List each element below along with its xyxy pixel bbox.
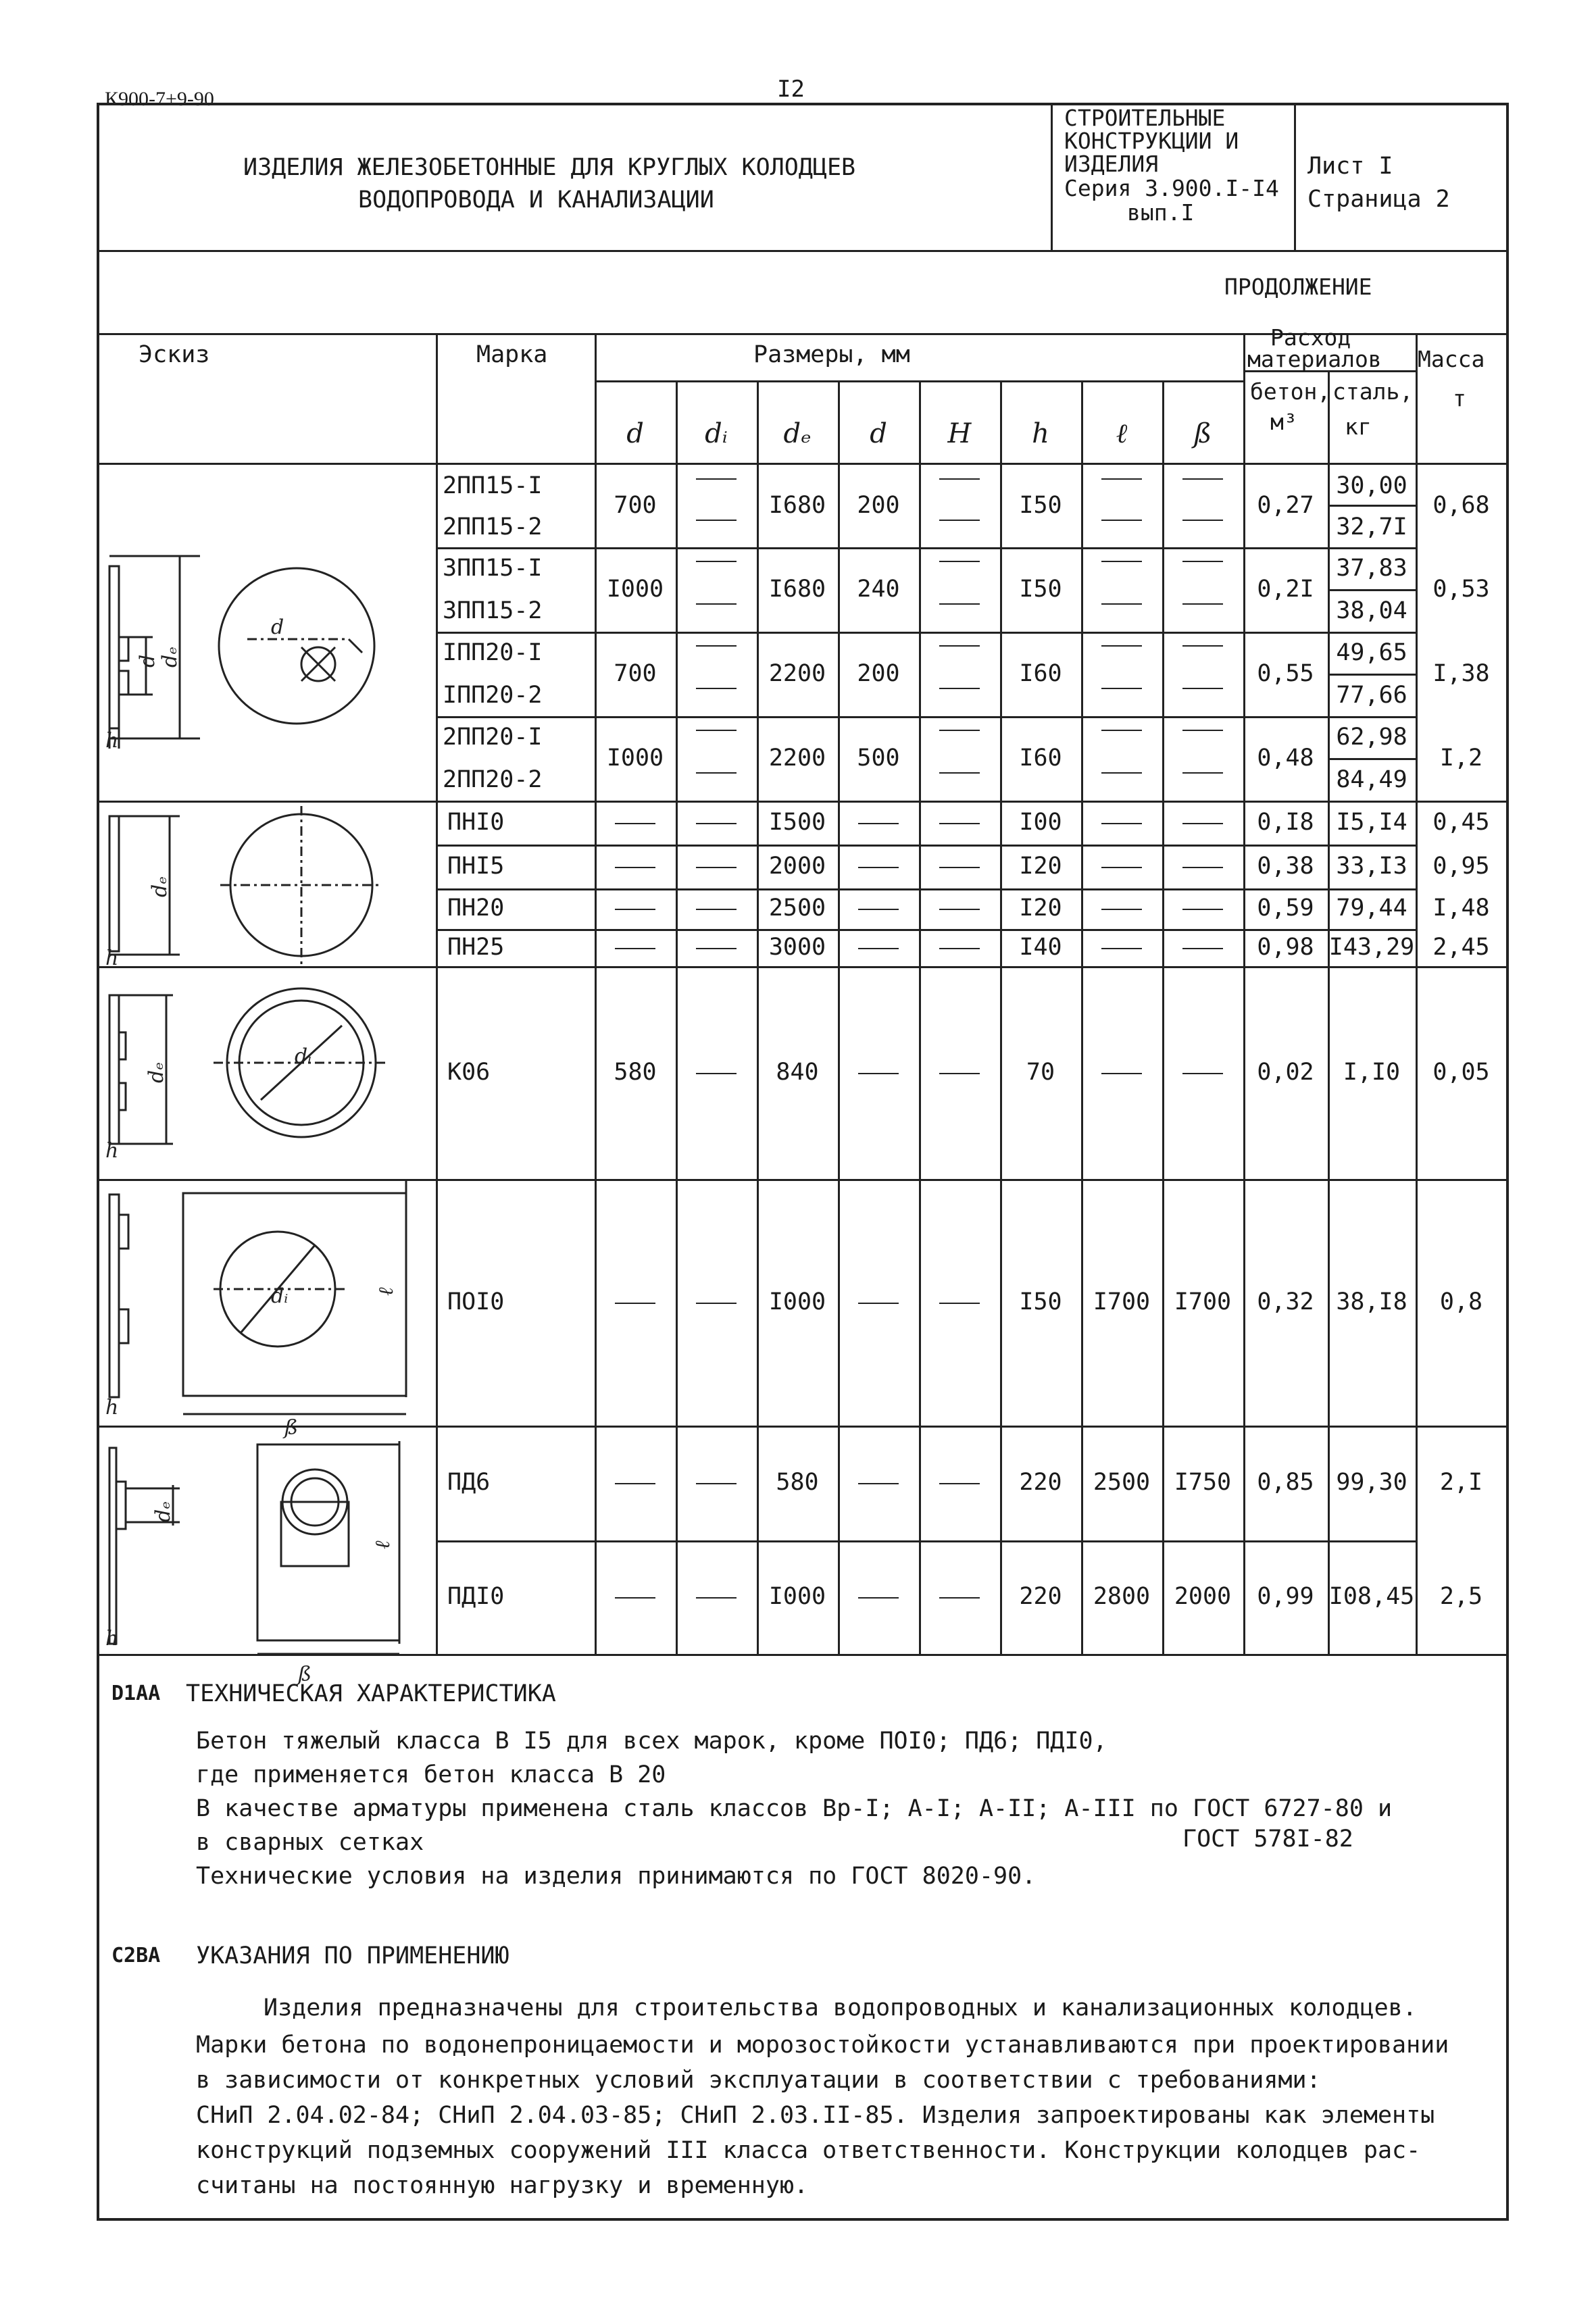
dim-value: 580 <box>776 1469 819 1496</box>
concrete-value: 0,2I <box>1257 575 1314 603</box>
empty-dash <box>939 520 980 521</box>
header-concrete: бетон, <box>1250 378 1331 405</box>
steel-subline <box>1328 674 1416 676</box>
svg-text:ℓ: ℓ <box>374 1287 398 1296</box>
dim-value: I50 <box>1019 1288 1062 1315</box>
col-line <box>1081 382 1083 1654</box>
steel-subline <box>1328 505 1416 507</box>
series-number: Серия 3.900.I-I4 <box>1064 175 1279 201</box>
dim-value: I60 <box>1019 659 1062 687</box>
dim-value <box>595 1585 676 1609</box>
mark-value: 2ПП20-I <box>443 724 543 751</box>
concrete-value: 0,98 <box>1257 933 1314 961</box>
dim-value: I500 <box>768 808 826 836</box>
concrete-value: 0,32 <box>1257 1288 1314 1315</box>
dim-value <box>595 936 676 959</box>
dim-value <box>676 855 757 878</box>
dim-value: 2200 <box>768 659 826 687</box>
dim-value <box>838 811 919 834</box>
dim-value <box>919 936 1000 959</box>
dim-value <box>919 1471 1000 1494</box>
dim-value: I000 <box>768 1583 826 1610</box>
sheet-label: Лист I <box>1307 153 1393 180</box>
dim-value <box>1162 1061 1243 1084</box>
empty-dash <box>939 478 980 480</box>
steel-value: I08,45 <box>1328 1583 1415 1610</box>
mass-value: 0,05 <box>1432 1058 1490 1086</box>
dim-value <box>1162 936 1243 959</box>
mark-value: 2ПП15-2 <box>443 513 543 540</box>
dim-value <box>1162 578 1243 601</box>
tech-line4b: ГОСТ 578I-82 <box>1182 1826 1353 1853</box>
mark-value: ПДI0 <box>447 1583 505 1610</box>
col-line <box>1000 382 1002 1654</box>
mark-value: К06 <box>447 1058 491 1086</box>
header-mass: Масса <box>1418 346 1485 372</box>
dim-value: I00 <box>1019 808 1062 836</box>
steel-value: 37,83 <box>1336 555 1407 582</box>
dim-value: 200 <box>857 492 900 519</box>
mass-value: 2,5 <box>1439 1583 1483 1610</box>
concrete-value: 0,59 <box>1257 895 1314 922</box>
dim-value: 220 <box>1019 1469 1062 1496</box>
usage-line4: СНиП 2.04.02-84; СНиП 2.04.03-85; СНиП 2.03.II-85. Изделия запроектированы как элементы <box>196 2102 1435 2129</box>
empty-dash <box>1182 688 1223 689</box>
col-line <box>595 333 597 1654</box>
tech-line5: Технические условия на изделия принимаются по ГОСТ 8020-90. <box>196 1863 1037 1890</box>
row-line <box>436 547 1416 549</box>
steel-value: I,I0 <box>1343 1058 1401 1086</box>
empty-dash <box>1182 478 1223 480</box>
dim-value <box>676 1061 757 1084</box>
dim-value <box>1162 855 1243 878</box>
dim-value <box>919 578 1000 601</box>
dim-value <box>838 1290 919 1314</box>
empty-dash <box>939 688 980 689</box>
row-line <box>436 716 1416 718</box>
dim-value: I680 <box>768 492 826 519</box>
steel-value: 33,I3 <box>1336 852 1407 880</box>
svg-text:d: d <box>136 654 159 668</box>
dim-value: I000 <box>768 1288 826 1315</box>
dim-value <box>595 1471 676 1494</box>
empty-dash <box>1101 688 1142 689</box>
empty-dash <box>1182 520 1223 521</box>
empty-dash <box>1101 772 1142 774</box>
dim-value: 840 <box>776 1058 819 1086</box>
row-line <box>436 845 1416 847</box>
mass-value: 0,53 <box>1432 575 1490 603</box>
concrete-value: 0,I8 <box>1257 808 1314 836</box>
header-dim: dₑ <box>783 418 812 449</box>
mark-value: 2ПП15-I <box>443 472 543 499</box>
svg-text:dₑ: dₑ <box>145 1062 168 1083</box>
empty-dash <box>1182 772 1223 774</box>
dim-value <box>595 1290 676 1314</box>
dim-value: 2500 <box>768 895 826 922</box>
dim-value <box>838 897 919 920</box>
mark-value: ПНI0 <box>447 808 505 836</box>
tech-prefix: D1AA <box>111 1682 161 1705</box>
dim-value: 2000 <box>1174 1583 1232 1610</box>
tech-line4a: в сварных сетках <box>196 1829 424 1856</box>
concrete-value: 0,02 <box>1257 1058 1314 1086</box>
dim-value: 700 <box>614 492 657 519</box>
dim-value <box>595 855 676 878</box>
svg-text:h: h <box>105 729 119 753</box>
header-steel: сталь, <box>1332 378 1414 405</box>
mass-value: I,2 <box>1439 744 1483 772</box>
dim-value <box>919 1585 1000 1609</box>
dim-value: 700 <box>614 659 657 687</box>
dim-value: 580 <box>614 1058 657 1086</box>
dim-value <box>838 855 919 878</box>
svg-text:h: h <box>105 947 119 970</box>
concrete-value: 0,55 <box>1257 659 1314 687</box>
dim-value <box>838 1585 919 1609</box>
dim-value <box>1162 662 1243 686</box>
dim-value: 200 <box>857 659 900 687</box>
page-label: Страница 2 <box>1307 186 1450 213</box>
doc-title-line1: ИЗДЕЛИЯ ЖЕЛЕЗОБЕТОННЫЕ ДЛЯ КРУГЛЫХ КОЛОДЦЕВ <box>243 154 856 181</box>
row-line <box>436 632 1416 634</box>
steel-value: 79,44 <box>1336 895 1407 922</box>
usage-heading: УКАЗАНИЯ ПО ПРИМЕНЕНИЮ <box>196 1942 509 1969</box>
dim-value <box>1081 494 1162 518</box>
header-dim: dᵢ <box>705 418 728 449</box>
sketch-ring <box>105 988 389 1163</box>
mark-value: ПНI5 <box>447 852 505 880</box>
mark-value: ПН20 <box>447 895 505 922</box>
steel-value: I5,I4 <box>1336 808 1407 836</box>
dim-value <box>1162 897 1243 920</box>
empty-dash <box>1101 478 1142 480</box>
doc-title-line2: ВОДОПРОВОДА И КАНАЛИЗАЦИИ <box>358 186 714 213</box>
sketches-svg <box>99 465 434 1686</box>
dim-value: I700 <box>1093 1288 1151 1315</box>
svg-text:ß: ß <box>284 1416 299 1440</box>
series-line3: ИЗДЕЛИЯ <box>1064 151 1159 177</box>
empty-dash <box>1182 730 1223 731</box>
col-line <box>436 333 438 1654</box>
steel-value: 62,98 <box>1336 724 1407 751</box>
dim-value: 2000 <box>768 852 826 880</box>
mark-value: 3ПП15-I <box>443 555 543 582</box>
dim-value <box>676 1290 757 1314</box>
empty-dash <box>1101 603 1142 605</box>
usage-line3: в зависимости от конкретных условий эксплуатации в соответствии с требованиями: <box>196 2067 1321 2094</box>
page-number: I2 <box>777 76 805 103</box>
empty-dash <box>939 772 980 774</box>
header-steel-unit: кг <box>1345 413 1372 440</box>
svg-text:dᵢ: dᵢ <box>295 1045 312 1068</box>
dim-value <box>1081 897 1162 920</box>
empty-dash <box>1182 645 1223 647</box>
dim-value <box>1162 811 1243 834</box>
header-dim: d <box>870 418 887 449</box>
empty-dash <box>696 688 737 689</box>
continuation-label: ПРОДОЛЖЕНИЕ <box>1224 274 1372 300</box>
col-line <box>1162 382 1164 1654</box>
dim-value: I700 <box>1174 1288 1232 1315</box>
usage-prefix: C2BA <box>111 1944 161 1967</box>
concrete-value: 0,99 <box>1257 1583 1314 1610</box>
mark-value: ПД6 <box>447 1469 491 1496</box>
empty-dash <box>939 561 980 562</box>
dim-value <box>838 936 919 959</box>
series-line2: КОНСТРУКЦИИ И <box>1064 128 1239 154</box>
header-concrete-unit: м³ <box>1270 409 1297 435</box>
header-mark: Марка <box>476 341 548 368</box>
dim-value: 2800 <box>1093 1583 1151 1610</box>
empty-dash <box>696 603 737 605</box>
svg-text:d: d <box>271 615 284 639</box>
tech-heading: ТЕХНИЧЕСКАЯ ХАРАКТЕРИСТИКА <box>186 1680 556 1707</box>
dim-value: I60 <box>1019 744 1062 772</box>
svg-text:h: h <box>105 1139 119 1163</box>
empty-dash <box>696 730 737 731</box>
dim-value <box>838 1471 919 1494</box>
dim-value <box>1081 1061 1162 1084</box>
empty-dash <box>1182 561 1223 562</box>
empty-dash <box>939 603 980 605</box>
empty-dash <box>696 645 737 647</box>
steel-value: I43,29 <box>1328 933 1415 961</box>
dim-value: 2500 <box>1093 1469 1151 1496</box>
series-line1: СТРОИТЕЛЬНЫЕ <box>1064 105 1226 131</box>
sketch-plate-offset-hole <box>105 556 374 753</box>
dim-value <box>676 1585 757 1609</box>
usage-line5: конструкций подземных сооружений III класса ответственности. Конструкции колодцев рас- <box>196 2137 1421 2164</box>
concrete-value: 0,48 <box>1257 744 1314 772</box>
row-line <box>436 888 1416 890</box>
dim-value <box>1162 747 1243 770</box>
dim-value: I750 <box>1174 1469 1232 1496</box>
svg-text:dᵢ: dᵢ <box>271 1284 289 1308</box>
empty-dash <box>696 478 737 480</box>
header-dim: d <box>626 418 644 449</box>
concrete-value: 0,85 <box>1257 1469 1314 1496</box>
dim-value: 240 <box>857 575 900 603</box>
svg-text:dₑ: dₑ <box>158 647 182 668</box>
header-materials: материалов <box>1247 346 1382 372</box>
col-line <box>676 382 678 1654</box>
steel-value: 38,04 <box>1336 597 1407 624</box>
title-divider-1 <box>1051 103 1053 251</box>
sketch-square-slab <box>105 1181 406 1440</box>
col-line <box>1243 333 1245 1654</box>
empty-dash <box>1101 520 1142 521</box>
empty-dash <box>939 645 980 647</box>
steel-value: 77,66 <box>1336 681 1407 709</box>
dim-value <box>1081 662 1162 686</box>
dim-value: I680 <box>768 575 826 603</box>
dim-value: I000 <box>606 744 664 772</box>
tech-line3: В качестве арматуры применена сталь классов Вр-I; А-I; А-II; А-III по ГОСТ 6727-80 и <box>196 1795 1393 1822</box>
dim-value <box>1081 936 1162 959</box>
mark-value: IПП20-I <box>443 639 543 666</box>
dim-value <box>595 897 676 920</box>
dim-value: I50 <box>1019 575 1062 603</box>
dim-value: I20 <box>1019 852 1062 880</box>
dim-value <box>676 662 757 686</box>
title-divider-2 <box>1294 103 1296 251</box>
dim-value <box>919 897 1000 920</box>
mass-value: I,48 <box>1432 895 1490 922</box>
svg-text:dₑ: dₑ <box>151 1501 175 1522</box>
empty-dash <box>1101 730 1142 731</box>
dim-value <box>919 1290 1000 1314</box>
empty-dash <box>696 520 737 521</box>
dim-value: 2200 <box>768 744 826 772</box>
mark-value: 2ПП20-2 <box>443 765 543 793</box>
usage-line2: Марки бетона по водонепроницаемости и морозостойкости устанавливаются при проектировании <box>196 2032 1449 2059</box>
empty-dash <box>696 772 737 774</box>
dim-value <box>676 494 757 518</box>
steel-value: 30,00 <box>1336 472 1407 499</box>
mass-value: 0,68 <box>1432 492 1490 519</box>
header-dim: ß <box>1193 418 1212 449</box>
steel-value: 49,65 <box>1336 639 1407 666</box>
dim-value <box>1162 494 1243 518</box>
row-line <box>436 929 1416 931</box>
series-issue: вып.I <box>1127 199 1195 226</box>
tech-line1: Бетон тяжелый класса В I5 для всех марок, кроме ПОI0; ПД6; ПДI0, <box>196 1728 1107 1755</box>
header-sketch: Эскиз <box>139 341 210 368</box>
title-bottom-line <box>97 250 1509 252</box>
dim-value <box>919 494 1000 518</box>
mark-value: ПОI0 <box>447 1288 505 1315</box>
header-consumption: Расход <box>1270 324 1351 351</box>
mark-value: ПН25 <box>447 933 505 961</box>
svg-text:dₑ: dₑ <box>148 876 172 897</box>
mass-value: 0,95 <box>1432 852 1490 880</box>
sketch-plain-plate <box>105 806 382 970</box>
dim-value <box>1081 855 1162 878</box>
header-dim: h <box>1032 418 1049 449</box>
dim-value <box>919 1061 1000 1084</box>
concrete-value: 0,27 <box>1257 492 1314 519</box>
dim-value <box>676 811 757 834</box>
dim-value <box>919 811 1000 834</box>
dim-value <box>919 662 1000 686</box>
row-line <box>436 1540 1416 1542</box>
usage-line6: считаны на постоянную нагрузку и временную. <box>196 2172 809 2199</box>
header-dim: ℓ <box>1116 418 1128 449</box>
steel-subline <box>1328 589 1416 591</box>
dim-value <box>676 578 757 601</box>
empty-dash <box>1101 645 1142 647</box>
dim-value: I50 <box>1019 492 1062 519</box>
mass-value: 0,8 <box>1439 1288 1483 1315</box>
dim-value: I40 <box>1019 933 1062 961</box>
header-sizes: Размеры, мм <box>753 341 910 368</box>
col-line <box>838 382 840 1654</box>
dim-value <box>676 747 757 770</box>
col-line <box>1416 333 1418 1654</box>
usage-line1: Изделия предназначены для строительства водопроводных и канализационных колодцев. <box>264 1994 1417 2021</box>
header-line <box>595 380 1243 382</box>
dim-value <box>595 811 676 834</box>
svg-text:ß: ß <box>298 1663 312 1686</box>
steel-subline <box>1328 758 1416 760</box>
steel-value: 32,7I <box>1336 513 1407 540</box>
empty-dash <box>939 730 980 731</box>
dim-value <box>1081 578 1162 601</box>
dim-value <box>676 1471 757 1494</box>
mass-value: 2,45 <box>1432 933 1490 961</box>
dim-value: 220 <box>1019 1583 1062 1610</box>
mass-value: I,38 <box>1432 659 1490 687</box>
header-dim: H <box>947 418 972 449</box>
header-mass-unit: т <box>1453 385 1466 411</box>
mark-value: IПП20-2 <box>443 681 543 709</box>
mass-value: 2,I <box>1439 1469 1483 1496</box>
dim-value <box>1081 811 1162 834</box>
empty-dash <box>1182 603 1223 605</box>
svg-text:h: h <box>105 1627 119 1651</box>
steel-value: 99,30 <box>1336 1469 1407 1496</box>
dim-value <box>676 936 757 959</box>
steel-value: 38,I8 <box>1336 1288 1407 1315</box>
mark-value: 3ПП15-2 <box>443 597 543 624</box>
empty-dash <box>696 561 737 562</box>
dim-value: I000 <box>606 575 664 603</box>
svg-text:h: h <box>105 1396 119 1419</box>
dim-value <box>838 1061 919 1084</box>
dim-value <box>919 747 1000 770</box>
empty-dash <box>1101 561 1142 562</box>
dim-value <box>676 897 757 920</box>
tech-line2: где применяется бетон класса В 20 <box>196 1761 666 1788</box>
dim-value <box>919 855 1000 878</box>
sketch-rect-slab <box>105 1441 399 1686</box>
steel-value: 84,49 <box>1336 765 1407 793</box>
concrete-value: 0,38 <box>1257 852 1314 880</box>
document-code: К900-7+9-90 <box>105 88 214 110</box>
svg-text:ℓ: ℓ <box>371 1540 395 1549</box>
dim-value: 70 <box>1026 1058 1055 1086</box>
dim-value <box>1081 747 1162 770</box>
dim-value: I20 <box>1019 895 1062 922</box>
col-line <box>757 382 759 1654</box>
dim-value: 500 <box>857 744 900 772</box>
mass-value: 0,45 <box>1432 808 1490 836</box>
dim-value: 3000 <box>768 933 826 961</box>
col-line <box>919 382 921 1654</box>
